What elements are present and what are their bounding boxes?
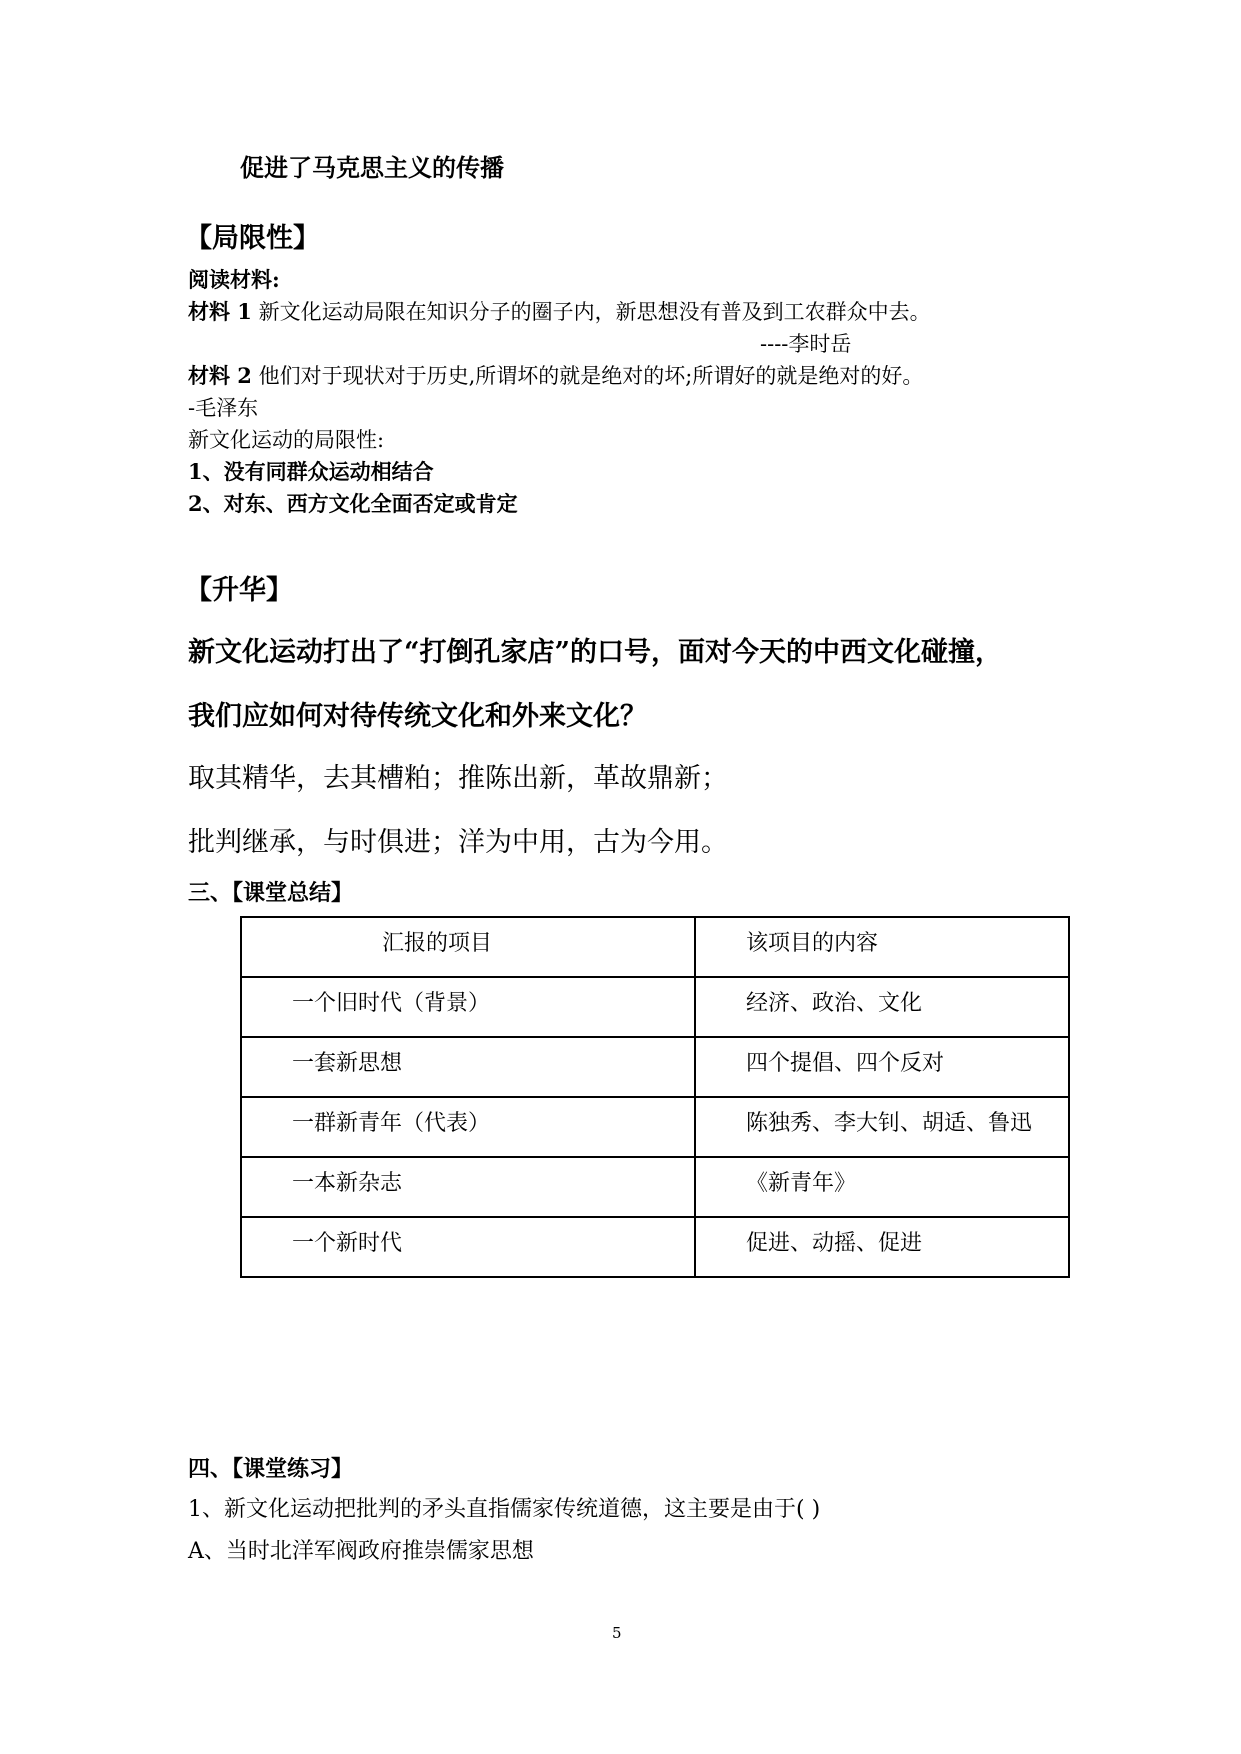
table-header-cell: 该项目的内容 (695, 917, 1069, 977)
material-2-source: -毛泽东 (188, 396, 259, 420)
limitation-point: 1、没有同群众运动相结合 (188, 459, 434, 484)
material-2 (188, 360, 923, 390)
material-2-text: 他们对于现状对于历史,所谓坏的就是绝对的坏;所谓好的就是绝对的好。 (251, 364, 924, 388)
table-cell: 一个旧时代（背景） (241, 977, 695, 1037)
table-row (241, 1217, 1069, 1277)
table-row (241, 977, 1069, 1037)
page-number: 5 (612, 1624, 622, 1642)
material-1-label: 材料 1 (188, 299, 252, 324)
sublimation-question-line-1: 新文化运动打出了“打倒孔家店”的口号，面对今天的中西文化碰撞， (188, 637, 1003, 668)
material-1-source: ----李时岳 (760, 332, 852, 356)
sublimation-answer-line-2: 批判继承，与时俱进；洋为中用，古为今用。 (188, 827, 728, 858)
table-header-row (241, 917, 1069, 977)
sublimation-heading: 【升华】 (185, 575, 293, 606)
table-cell: 陈独秀、李大钊、胡适、鲁迅 (695, 1097, 1069, 1157)
limitation-point: 2、对东、西方文化全面否定或肯定 (188, 491, 518, 516)
material-2-label: 材料 2 (188, 363, 252, 388)
table-header-cell: 汇报的项目 (241, 917, 695, 977)
material-1 (188, 296, 931, 326)
table-cell: 《新青年》 (695, 1157, 1069, 1217)
table-cell: 一个新时代 (241, 1217, 695, 1277)
table-row (241, 1037, 1069, 1097)
read-material-label: 阅读材料: (188, 267, 280, 292)
material-1-text: 新文化运动局限在知识分子的圈子内，新思想没有普及到工农群众中去。 (251, 300, 931, 324)
table-cell: 经济、政治、文化 (695, 977, 1069, 1037)
table-row (241, 1097, 1069, 1157)
practice-question-1: 1、新文化运动把批判的矛头直指儒家传统道德，这主要是由于( ) (188, 1497, 821, 1522)
table-cell: 促进、动摇、促进 (695, 1217, 1069, 1277)
table-cell: 一本新杂志 (241, 1157, 695, 1217)
table-cell: 一群新青年（代表） (241, 1097, 695, 1157)
sublimation-question-line-2: 我们应如何对待传统文化和外来文化？ (188, 701, 647, 732)
sublimation-answer-line-1: 取其精华，去其槽粕；推陈出新，革故鼎新； (188, 763, 728, 794)
practice-question-1-option-a: A、当时北洋军阀政府推崇儒家思想 (188, 1539, 534, 1564)
top-line: 促进了马克思主义的传播 (240, 153, 504, 182)
limitations-heading: 【局限性】 (185, 223, 320, 254)
limitations-summary-title: 新文化运动的局限性: (188, 428, 385, 452)
table-cell: 四个提倡、四个反对 (695, 1037, 1069, 1097)
summary-table (240, 916, 1070, 1278)
table-row (241, 1157, 1069, 1217)
practice-heading: 四、【课堂练习】 (188, 1456, 354, 1482)
summary-heading: 三、【课堂总结】 (188, 880, 354, 906)
table-cell: 一套新思想 (241, 1037, 695, 1097)
